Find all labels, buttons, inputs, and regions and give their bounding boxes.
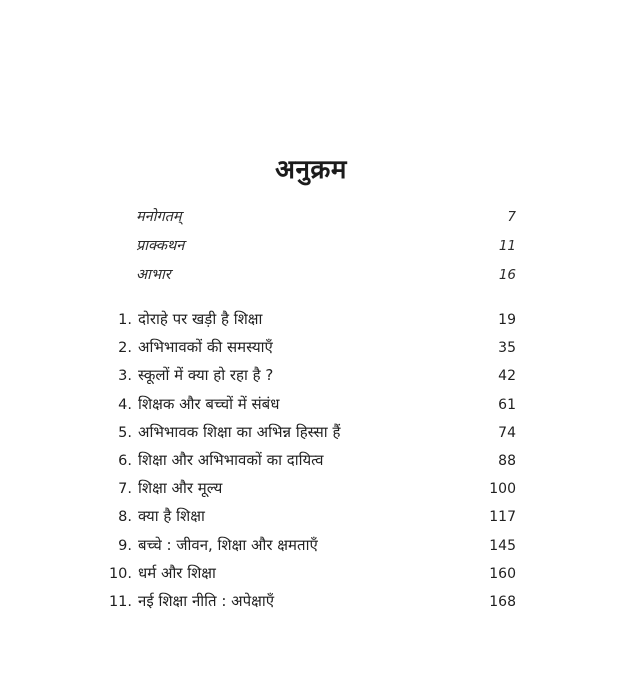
chapter-title: अभिभावकों की समस्याएँ — [138, 338, 273, 357]
chapter-title: दोराहे पर खड़ी है शिक्षा — [138, 310, 263, 328]
chapter-number: 2. — [118, 340, 132, 357]
chapter-number: 9. — [118, 537, 132, 554]
chapter-title: शिक्षा और अभिभावकों का दायित्व — [138, 450, 324, 469]
chapter-page-number: 117 — [489, 509, 516, 526]
front-matter-label: मनोगतम् — [136, 209, 182, 225]
chapter-page-number: 74 — [498, 424, 516, 441]
chapter-page-number: 19 — [498, 312, 516, 328]
list-item — [136, 235, 516, 264]
table-row — [104, 535, 516, 563]
chapter-title: बच्चे : जीवन, शिक्षा और क्षमताएँ — [138, 535, 318, 554]
chapter-number: 3. — [118, 368, 132, 385]
chapter-page-number: 160 — [489, 565, 516, 582]
chapter-number: 5. — [118, 424, 132, 441]
table-row — [104, 591, 516, 619]
chapter-title: अभिभावक शिक्षा का अभिन्न हिस्सा हैं — [138, 422, 341, 441]
chapter-title: स्कूलों में क्या हो रहा है ? — [138, 366, 274, 385]
chapter-page-number: 100 — [489, 481, 516, 498]
chapter-page-number: 35 — [498, 340, 516, 357]
chapter-number: 4. — [118, 396, 132, 413]
chapter-list — [104, 309, 516, 619]
table-row — [104, 506, 516, 534]
table-row — [104, 365, 516, 393]
front-matter-page-number: 11 — [498, 238, 516, 254]
list-item — [136, 264, 516, 293]
front-matter-label: प्राक्कथन — [136, 238, 185, 254]
chapter-page-number: 145 — [489, 537, 516, 554]
chapter-number: 7. — [118, 481, 132, 498]
table-row — [104, 309, 516, 337]
chapter-title: धर्म और शिक्षा — [138, 563, 216, 582]
chapter-title: शिक्षा और मूल्य — [138, 479, 223, 498]
chapter-number: 10. — [108, 565, 132, 582]
chapter-page-number: 168 — [489, 593, 516, 610]
list-item — [136, 206, 516, 235]
table-row — [104, 450, 516, 478]
chapter-title: नई शिक्षा नीति : अपेक्षाएँ — [138, 591, 275, 610]
chapter-number: 6. — [118, 452, 132, 469]
front-matter-label: आभार — [136, 267, 171, 283]
chapter-title: क्या है शिक्षा — [138, 507, 205, 526]
table-row — [104, 478, 516, 506]
chapter-number: 11. — [108, 593, 132, 610]
front-matter-page-number: 16 — [498, 267, 516, 283]
front-matter-page-number: 7 — [507, 209, 516, 225]
table-row — [104, 422, 516, 450]
chapter-number: 1. — [118, 312, 132, 328]
table-row — [104, 337, 516, 365]
chapter-page-number: 42 — [498, 368, 516, 385]
page-title: अनुक्रम — [275, 155, 347, 185]
chapter-number: 8. — [118, 509, 132, 526]
chapter-page-number: 61 — [498, 396, 516, 413]
table-row — [104, 563, 516, 591]
table-row — [104, 394, 516, 422]
front-matter-list — [136, 206, 516, 293]
chapter-title: शिक्षक और बच्चों में संबंध — [138, 394, 280, 413]
chapter-page-number: 88 — [498, 452, 516, 469]
